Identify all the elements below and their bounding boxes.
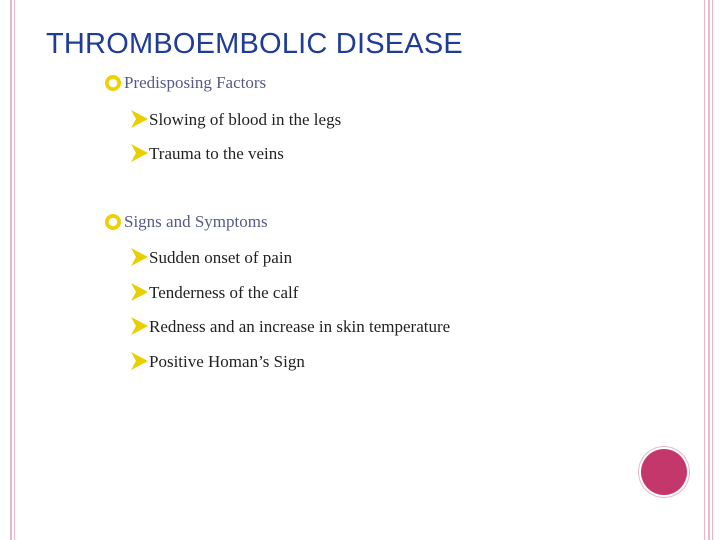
right-border-line [708,0,710,540]
list-item-label: Slowing of blood in the legs [149,110,342,129]
list-item-label: Trauma to the veins [149,144,284,163]
arrow-bullet-icon [130,350,149,372]
right-border-line-outer [712,0,713,540]
list-item-label: Sudden onset of pain [149,248,293,267]
slide-title: THROMBOEMBOLIC DISEASE [46,28,463,60]
arrow-bullet-icon [130,142,149,164]
accent-circle [641,449,687,495]
arrow-bullet-icon [130,108,149,130]
circle-bullet-icon [103,212,123,232]
section-heading-label: Signs and Symptoms [124,212,268,231]
list-item-label: Positive Homan’s Sign [149,352,305,371]
arrow-bullet-icon [130,315,149,337]
arrow-bullet-icon [130,246,149,268]
left-border-line-inner [14,0,15,540]
right-border-line-inner [704,0,705,540]
list-item-label: Tenderness of the calf [149,283,299,302]
circle-bullet-icon [103,73,123,93]
arrow-bullet-icon [130,281,149,303]
left-border-line [10,0,12,540]
section-heading-label: Predisposing Factors [124,73,267,92]
list-item-label: Redness and an increase in skin temperature [149,317,451,336]
